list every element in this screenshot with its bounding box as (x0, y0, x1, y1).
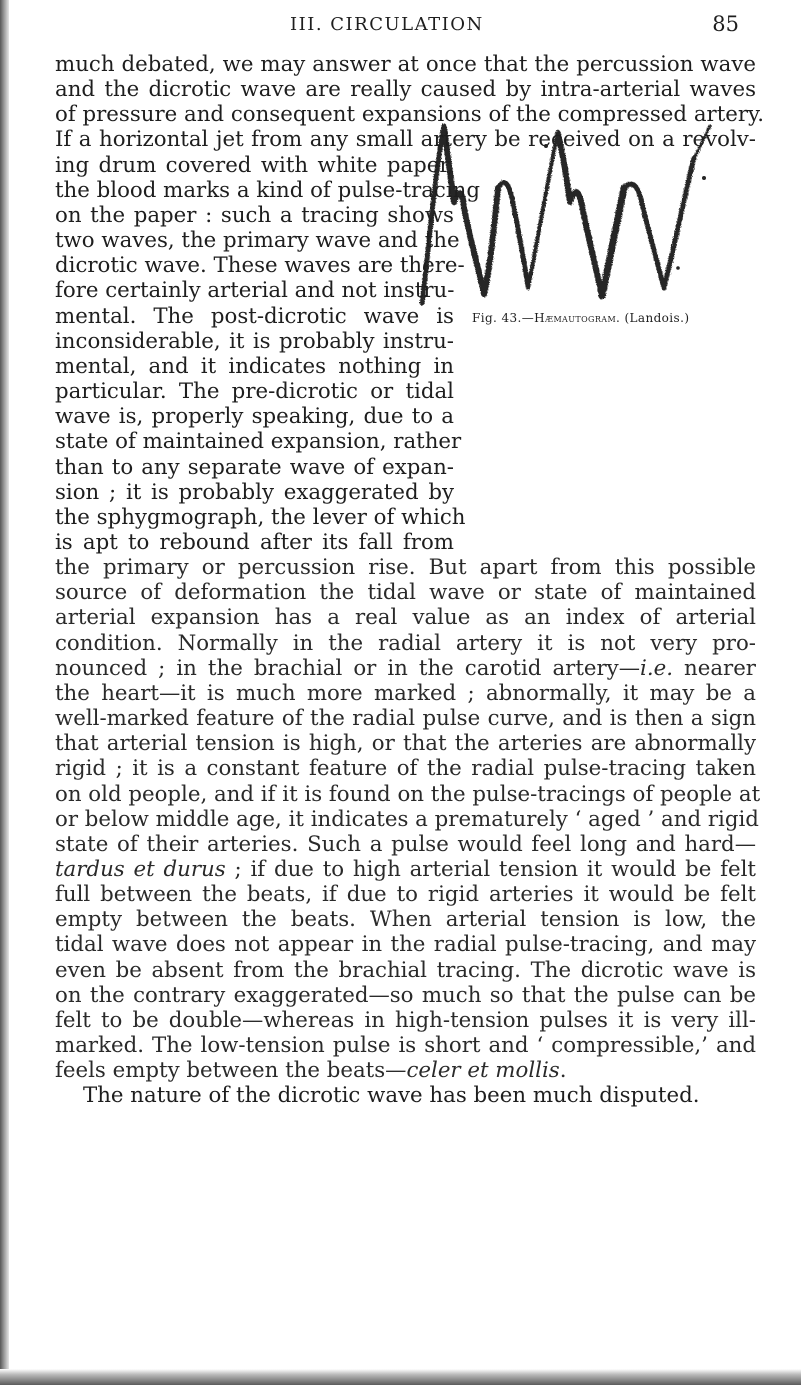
text-line: even be absent from the brachial tracing. The dicrotic wave is (55, 957, 756, 983)
text-line: than to any separate wave of expan- (55, 454, 454, 480)
text-line: on the paper : such a tracing shows (55, 202, 454, 228)
text-line: mental, and it indicates nothing in (55, 353, 454, 379)
section-title: III. CIRCULATION (290, 14, 484, 35)
text-line: nounced ; in the brachial or in the carotid artery—i.e. nearer (55, 655, 756, 681)
page-number: 85 (712, 12, 739, 36)
text-line: empty between the beats. When arterial tension is low, the (55, 907, 756, 933)
body-text (55, 52, 765, 1109)
text-line: feels empty between the beats—celer et mollis. (55, 1058, 567, 1084)
text-line: and the dicrotic wave are really caused by intra-arterial waves (55, 77, 756, 103)
text-line: mental. The post-dicrotic wave is (55, 303, 454, 329)
text-line: on old people, and if it is found on the pulse-tracings of people at (55, 781, 761, 807)
text-line: particular. The pre-dicrotic or tidal (55, 379, 454, 405)
text-line: full between the beats, if due to rigid arteries it would be felt (55, 882, 756, 908)
running-head (120, 12, 751, 40)
text-line: marked. The low-tension pulse is short and ‘ compressible,’ and (55, 1033, 756, 1059)
figure-caption: Fig. 43.—Hæmautogram. (Landois.) (472, 311, 690, 325)
text-line: inconsiderable, it is probably instru- (55, 328, 454, 354)
text-line: fore certainly arterial and not instru- (55, 278, 455, 304)
text-line: dicrotic wave. These waves are there- (55, 253, 465, 279)
text-line: or below middle age, it indicates a prematurely ‘ aged ’ and rigid (55, 806, 759, 832)
page-bottom-shadow (0, 1369, 801, 1385)
text-line: tidal wave does not appear in the radial pulse-tracing, and may (55, 932, 756, 958)
text-line: rigid ; it is a constant feature of the radial pulse-tracing taken (55, 756, 756, 782)
text-line: condition. Normally in the radial artery it is not very pro- (55, 630, 756, 656)
text-line: state of maintained expansion, rather (55, 429, 462, 455)
text-line: of pressure and consequent expansions of the compressed artery. (55, 102, 765, 128)
paragraph-opening: The nature of the dicrotic wave has been much disputed. (83, 1083, 700, 1109)
text-line: two waves, the primary wave and the (55, 228, 460, 254)
text-line: felt to be double—whereas in high-tension pulses it is very ill- (55, 1007, 756, 1033)
text-line: that arterial tension is high, or that the arteries are abnormally (55, 731, 756, 757)
text-line: wave is, properly speaking, due to a (55, 404, 454, 430)
text-line: well-marked feature of the radial pulse curve, and is then a sign (55, 706, 756, 732)
caption-source: (Landois.) (624, 311, 690, 325)
text-line: ing drum covered with white paper, (55, 152, 454, 178)
text-line: the blood marks a kind of pulse-tracing (55, 177, 481, 203)
text-line: on the contrary exaggerated—so much so that the pulse can be (55, 982, 756, 1008)
text-line: much debated, we may answer at once that the percussion wave (55, 52, 756, 77)
text-line: is apt to rebound after its fall from (55, 529, 454, 555)
page-edge-shadow (0, 0, 9, 1385)
text-line: the primary or percussion rise. But apart from this possible (55, 555, 756, 581)
text-line: tardus et durus ; if due to high arterial tension it would be felt (55, 857, 756, 882)
text-line: If a horizontal jet from any small artery be received on a revolv- (55, 127, 756, 153)
caption-title: Hæmautogram. (534, 311, 621, 325)
text-line: sion ; it is probably exaggerated by (55, 479, 454, 505)
text-line: state of their arteries. Such a pulse would feel long and hard— (55, 831, 756, 857)
text-line: arterial expansion has a real value as an index of arterial (55, 605, 756, 631)
text-line: source of deformation the tidal wave or state of maintained (55, 580, 756, 606)
caption-label: Fig. 43. (472, 311, 522, 325)
text-line: the heart—it is much more marked ; abnormally, it may be a (55, 680, 756, 706)
text-line: the sphygmograph, the lever of which (55, 504, 466, 530)
